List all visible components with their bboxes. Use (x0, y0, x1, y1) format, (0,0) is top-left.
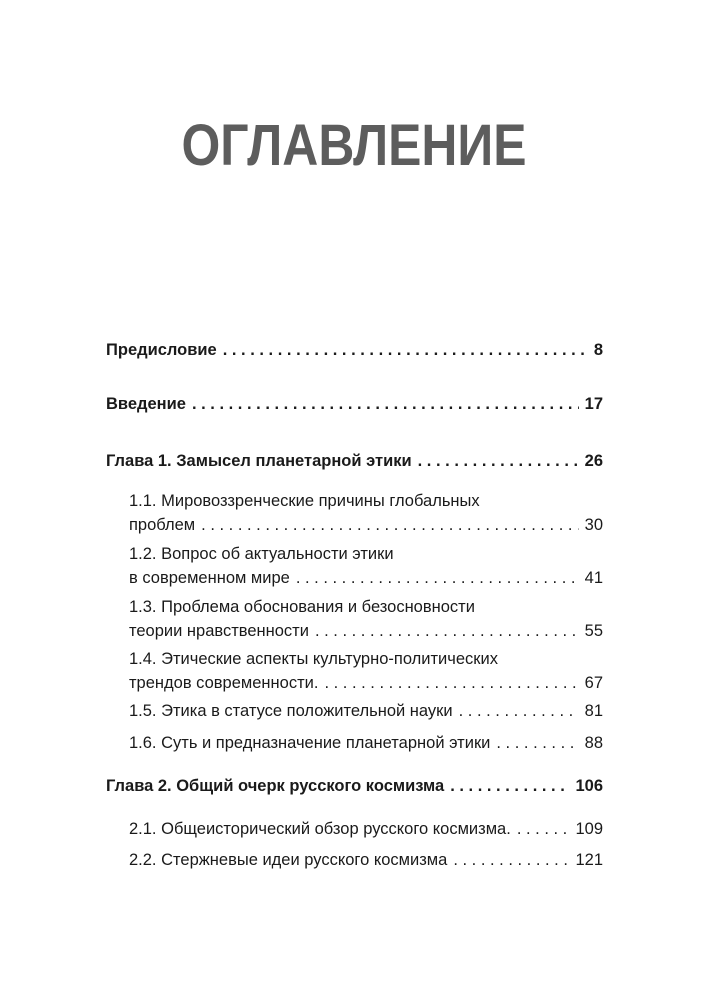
dot-leader (324, 671, 578, 695)
toc-entry-section-1-2[interactable] (129, 542, 603, 590)
toc-page-number: 26 (584, 452, 603, 470)
dot-leader (192, 392, 579, 416)
toc-entry-section-1-4[interactable] (129, 647, 603, 695)
toc-entry-title: Введение (106, 395, 186, 413)
toc-page-number: 55 (584, 622, 603, 640)
toc-entry-title: проблем (129, 516, 196, 534)
toc-page-number: 30 (584, 516, 603, 534)
dot-leader (201, 513, 578, 537)
toc-entry-title: 2.2. Стержневые идеи русского космизма (129, 851, 448, 869)
toc-entry-title-line1: 1.1. Мировоззренческие причины глобальных (129, 492, 480, 510)
dot-leader (517, 817, 570, 841)
toc-page-number: 109 (575, 820, 603, 838)
toc-entry-title-line1: 1.4. Этические аспекты культурно-политических (129, 650, 498, 668)
toc-entry-title: Глава 2. Общий очерк русского космизма (106, 777, 445, 795)
toc-entry-chapter-1[interactable] (106, 449, 603, 473)
toc-page-number: 67 (584, 674, 603, 692)
dot-leader (418, 449, 579, 473)
toc-entry-title: 2.1. Общеисторический обзор русского космизма. (129, 820, 511, 838)
toc-entry-title: трендов современности. (129, 674, 319, 692)
toc-page-number: 41 (584, 569, 603, 587)
toc-page-number: 88 (584, 734, 603, 752)
toc-entry-section-1-3[interactable] (129, 595, 603, 643)
dot-leader (453, 848, 569, 872)
toc-entry-preface[interactable] (106, 338, 603, 362)
toc-entry-section-1-5[interactable] (129, 699, 603, 723)
dot-leader (315, 619, 579, 643)
toc-entry-title: в современном мире (129, 569, 290, 587)
toc-entry-title: 1.5. Этика в статусе положительной науки (129, 702, 453, 720)
toc-entry-title-line1: 1.3. Проблема обоснования и безосновности (129, 598, 475, 616)
toc-entry-section-2-2[interactable] (129, 848, 603, 872)
toc-entry-title: теории нравственности (129, 622, 309, 640)
dot-leader (450, 774, 569, 798)
toc-entry-section-1-1[interactable] (129, 489, 603, 537)
toc-entry-title-line1: 1.2. Вопрос об актуальности этики (129, 545, 394, 563)
toc-page-number: 106 (575, 777, 603, 795)
toc-entry-title: Предисловие (106, 341, 217, 359)
toc-entry-title: Глава 1. Замысел планетарной этики (106, 452, 412, 470)
toc-entry-section-1-6[interactable] (129, 731, 603, 755)
dot-leader (223, 338, 588, 362)
toc-page-number: 121 (575, 851, 603, 869)
dot-leader (296, 566, 579, 590)
toc-page-number: 17 (584, 395, 603, 413)
page-title: ОГЛАВЛЕНИЕ (181, 113, 527, 178)
dot-leader (459, 699, 579, 723)
toc-entry-introduction[interactable] (106, 392, 603, 416)
toc-entry-chapter-2[interactable] (106, 774, 603, 798)
toc-page-number: 81 (584, 702, 603, 720)
toc-page-number: 8 (593, 341, 603, 359)
dot-leader (496, 731, 578, 755)
toc-entry-title: 1.6. Суть и предназначение планетарной этики (129, 734, 491, 752)
toc-entry-section-2-1[interactable] (129, 817, 603, 841)
